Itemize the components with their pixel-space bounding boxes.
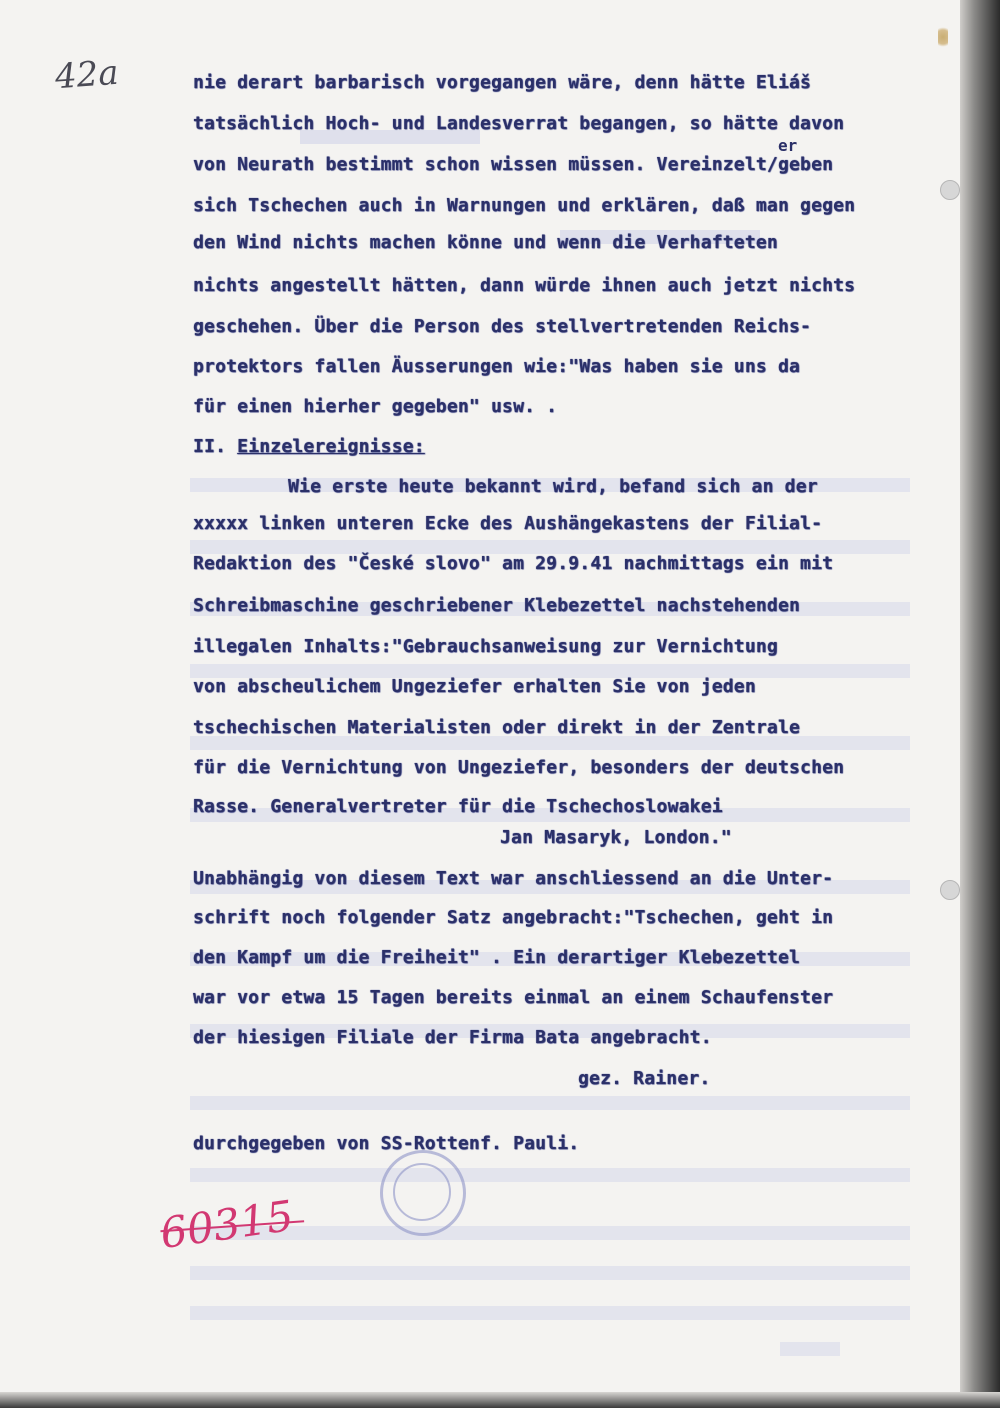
section-title: Einzelereignisse: <box>237 436 425 457</box>
body-line: tatsächlich Hoch- und Landesverrat begangen, so hätte davon <box>193 113 845 134</box>
body-line: nichts angestellt hätten, dann würde ihnen auch jetzt nichts <box>193 275 856 296</box>
body-line: für die Vernichtung von Ungeziefer, besonders der deutschen <box>193 757 845 778</box>
signature: gez. Rainer. <box>578 1068 711 1089</box>
body-line: geschehen. Über die Person des stellvertretenden Reichs- <box>193 316 812 337</box>
body-line: Schreibmaschine geschriebener Klebezettel nachstehenden <box>193 595 801 616</box>
page-edge-shadow <box>960 0 1000 1408</box>
body-line: tschechischen Materialisten oder direkt in der Zentrale <box>193 717 801 738</box>
body-line-text: linken unteren Ecke des Aushängekastens der Filial- <box>259 513 823 534</box>
body-line: war vor etwa 15 Tagen bereits einmal an einem Schaufenster <box>193 987 834 1008</box>
page-bottom-shadow <box>0 1392 1000 1408</box>
body-line: von abscheulichem Ungeziefer erhalten Sie von jeden <box>193 676 756 697</box>
folio-note: 42a <box>53 52 120 98</box>
body-line: Redaktion des "České slovo" am 29.9.41 nachmittags ein mit <box>193 553 834 574</box>
body-line: schrift noch folgender Satz angebracht:"Tschechen, geht in <box>193 907 834 928</box>
archive-number: 60315 <box>157 1190 297 1259</box>
body-line: den Wind nichts machen könne und wenn die Verhafteten <box>193 232 778 253</box>
body-line: protektors fallen Äusserungen wie:"Was haben sie uns da <box>193 356 801 377</box>
body-line: von Neurath bestimmt schon wissen müssen. Vereinzelt/geben <box>193 154 834 175</box>
superscript-insert: er <box>778 136 798 155</box>
body-line: Jan Masaryk, London." <box>500 827 732 848</box>
section-heading <box>193 436 425 457</box>
body-line: sich Tschechen auch in Warnungen und erklären, daß man gegen <box>193 195 856 216</box>
body-line: Wie erste heute bekannt wird, befand sich an der <box>288 476 818 497</box>
body-line <box>193 513 822 534</box>
section-number: II. <box>193 436 227 457</box>
body-line: den Kampf um die Freiheit" . Ein derartiger Klebezettel <box>193 947 801 968</box>
body-line: nie derart barbarisch vorgegangen wäre, denn hätte Eliáš <box>193 72 812 93</box>
body-line: für einen hierher gegeben" usw. . <box>193 396 558 417</box>
archive-stamp <box>380 1150 466 1236</box>
body-line: Unabhängig von diesem Text war anschliessend an die Unter- <box>193 868 834 889</box>
body-line: Rasse. Generalvertreter für die Tschechoslowakei <box>193 796 723 817</box>
body-line: illegalen Inhalts:"Gebrauchsanweisung zur Vernichtung <box>193 636 778 657</box>
body-line: der hiesigen Filiale der Firma Bata angebracht. <box>193 1027 712 1048</box>
struck-word: xxxxx <box>193 513 249 534</box>
transmitted-by: durchgegeben von SS-Rottenf. Pauli. <box>193 1133 580 1154</box>
